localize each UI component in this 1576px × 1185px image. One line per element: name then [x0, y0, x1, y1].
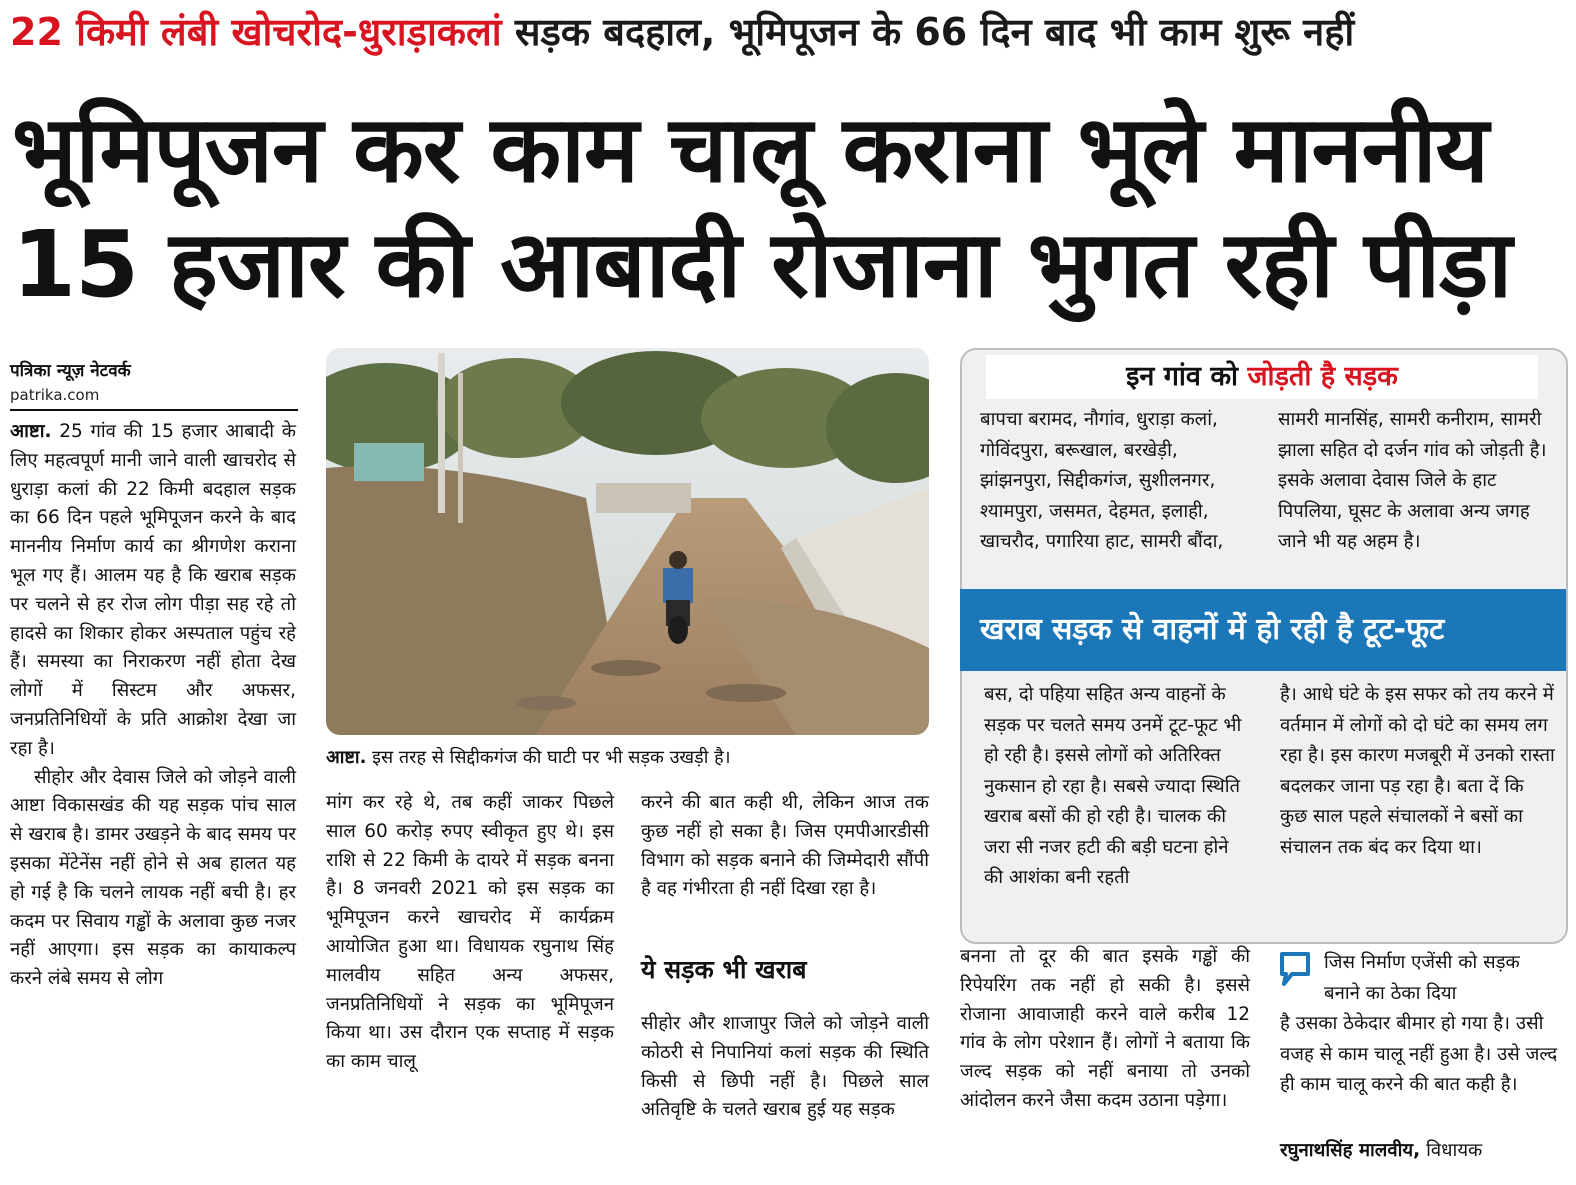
- villages-title-red: जोड़ती है सड़क: [1247, 361, 1398, 392]
- caption-text: इस तरह से सिद्दीकगंज की घाटी पर भी सड़क उखड़ी है।: [372, 747, 731, 768]
- headline-line-2: 15 हजार की आबादी रोजाना भुगत रही पीड़ा: [12, 211, 1512, 318]
- villages-title-black: इन गांव को: [1126, 361, 1239, 392]
- byline-rule: [10, 409, 298, 411]
- news-photo: [326, 348, 929, 735]
- kicker-line: [10, 2, 1570, 62]
- villages-list-col-1: बापचा बरामद, नौगांव, धुराड़ा कलां, गोविंदपुरा, बरूखाल, बरखेड़ी, झांझनपुरा, सिद्दीकगंज, सुशीलनगर, श्यामपुरा, जसमत, देहमत, इलाही, खाचरौद, पगारिया हाट, सामरी बौंदा,: [980, 409, 1224, 552]
- article-column-1: [10, 418, 296, 994]
- article-column-5: बनना तो दूर की बात इसके गड्ढों की रिपेयरिंग तक नहीं हो सकी है। इससे रोजाना आवाजाही करने वाले करीब 12 गांव के लोग परेशान हैं। लोगों ने बताया कि जल्द सड़क को नहीं बनाया तो उनको आंदोलन करने जैसा कदम उठाना पड़ेगा।: [960, 946, 1250, 1111]
- quote-designation: विधायक: [1426, 1140, 1483, 1161]
- byline-site: patrika.com: [10, 386, 100, 404]
- article-paragraph-2: सीहोर और देवास जिले को जोड़ने वाली आष्टा विकासखंड की यह सड़क पांच साल से खराब है। डामर उखड़ने के बाद समय पर इसका मेंटेनेंस नहीं होने से अब हालत यह हो गई है कि चलने लायक नहीं बची है। हर कदम पर सिवाय गड्ढों के अलावा कुछ नजर नहीं आएगा। इस सड़क का कायाकल्प करने लंबे समय से लोग: [10, 766, 296, 990]
- quote-attribution: [1280, 1137, 1482, 1162]
- quote-block: [1280, 948, 1560, 1101]
- damage-box-col-2: है। आधे घंटे के इस सफर को तय करने में वर्तमान में लोगों को दो घंटे का समय लग रहा है। इस कारण मजबूरी में उनको रास्ता बदलकर जाना पड़ रहा है। बता दें कि कुछ साल पहले संचालकों ने बसों का संचालन तक बंद कर दिया था।: [1280, 684, 1555, 858]
- quote-first-line: जिस निर्माण एजेंसी को सड़क बनाने का ठेका दिया: [1324, 952, 1520, 1004]
- damage-box-title: खराब सड़क से वाहनों में हो रही है टूट-फूट: [960, 589, 1566, 671]
- kicker-black: सड़क बदहाल, भूमिपूजन के 66 दिन बाद भी काम शुरू नहीं: [514, 10, 1355, 54]
- quote-speaker: रघुनाथसिंह मालवीय,: [1280, 1140, 1421, 1161]
- villages-list-col-2: सामरी मानसिंह, सामरी कनीराम, सामरी झाला सहित दो दर्जन गांव को जोड़ती है।इसके अलावा देवास जिले के हाट पिपलिया, घूसट के अलावा अन्य जगह जाने भी यह अहम है।: [1278, 409, 1547, 552]
- article-text: 25 गांव की 15 हजार आबादी के लिए महत्वपूर्ण मानी जाने वाली खाचरोद से धुराड़ा कलां की 22 किमी बदहाल सड़क का 66 दिन पहले भूमिपूजन करने के बाद माननीय निर्माण कार्य का श्रीगणेश कराना भूल गए हैं। आलम यह है कि खराब सड़क पर चलने से हर रोज लोग पीड़ा सह रहे तो हादसे का शिकार होकर अस्पताल पहुंच रहे हैं। समस्या का निराकरण नहीं होता देख लोगों में सिस्टम और अफसर, जनप्रतिनिधियों के प्रति आक्रोश देखा जा रहा है।: [10, 421, 296, 759]
- villages-box-title: [986, 355, 1538, 399]
- kicker-red: 22 किमी लंबी खोचरोद-धुराड़ाकलां: [10, 10, 502, 54]
- article-paragraph-1: [10, 418, 296, 764]
- road-photo-illustration: [326, 348, 929, 735]
- article-column-2: मांग कर रहे थे, तब कहीं जाकर पिछले साल 60 करोड़ रुपए स्वीकृत हुए थे। इस राशि से 22 किमी के दायरे में सड़क बनना है। 8 जनवरी 2021 को इस सड़क का भूमिपूजन करने खाचरोद में कार्यक्रम आयोजित हुआ था। विधायक रघुनाथ सिंह मालवीय सहित अन्य अफसर, जनप्रतिनिधियों ने सड़क का भूमिपूजन किया था। उस दौरान एक सप्ताह में सड़क का काम चालू: [326, 792, 614, 1073]
- article-column-3: करने की बात कही थी, लेकिन आज तक कुछ नहीं हो सका है। जिस एमपीआरडीसी विभाग को सड़क बनाने की जिम्मेदारी सौंपी है वह गंभीरता ही नहीं दिखा रहा है।: [641, 792, 929, 900]
- damage-box-col-1: बस, दो पहिया सहित अन्य वाहनों के सड़क पर चलते समय उनमें टूट-फूट भी हो रही है। इससे लोगों को अतिरिक्त नुकसान हो रहा है। सबसे ज्यादा स्थिति खराब बसों की हो रही है। चालक की जरा सी नजर हटी की बड़ी घटना होने की आशंका बनी रहती: [984, 684, 1242, 888]
- byline-name: पत्रिका न्यूज़ नेटवर्क: [10, 361, 131, 381]
- article-column-3-continued: सीहोर और शाजापुर जिले को जोड़ने वाली कोठरी से निपानियां कलां सड़क की स्थिति किसी से छिपी नहीं है। पिछले साल अतिवृष्टि के चलते खराब हुई यह सड़क: [641, 1013, 929, 1121]
- caption-place: आष्टा.: [326, 747, 367, 768]
- quote-rest: है उसका ठेकेदार बीमार हो गया है। उसी वजह से काम चालू नहीं हुआ है। उसे जल्द ही काम चालू करने की बात कही है।: [1280, 1013, 1558, 1095]
- photo-caption: [326, 745, 929, 769]
- headline-line-1: भूमिपूजन कर काम चालू कराना भूले माननीय: [12, 96, 1488, 203]
- dateline: आष्टा.: [10, 421, 52, 442]
- subheading: ये सड़क भी खराब: [641, 955, 807, 984]
